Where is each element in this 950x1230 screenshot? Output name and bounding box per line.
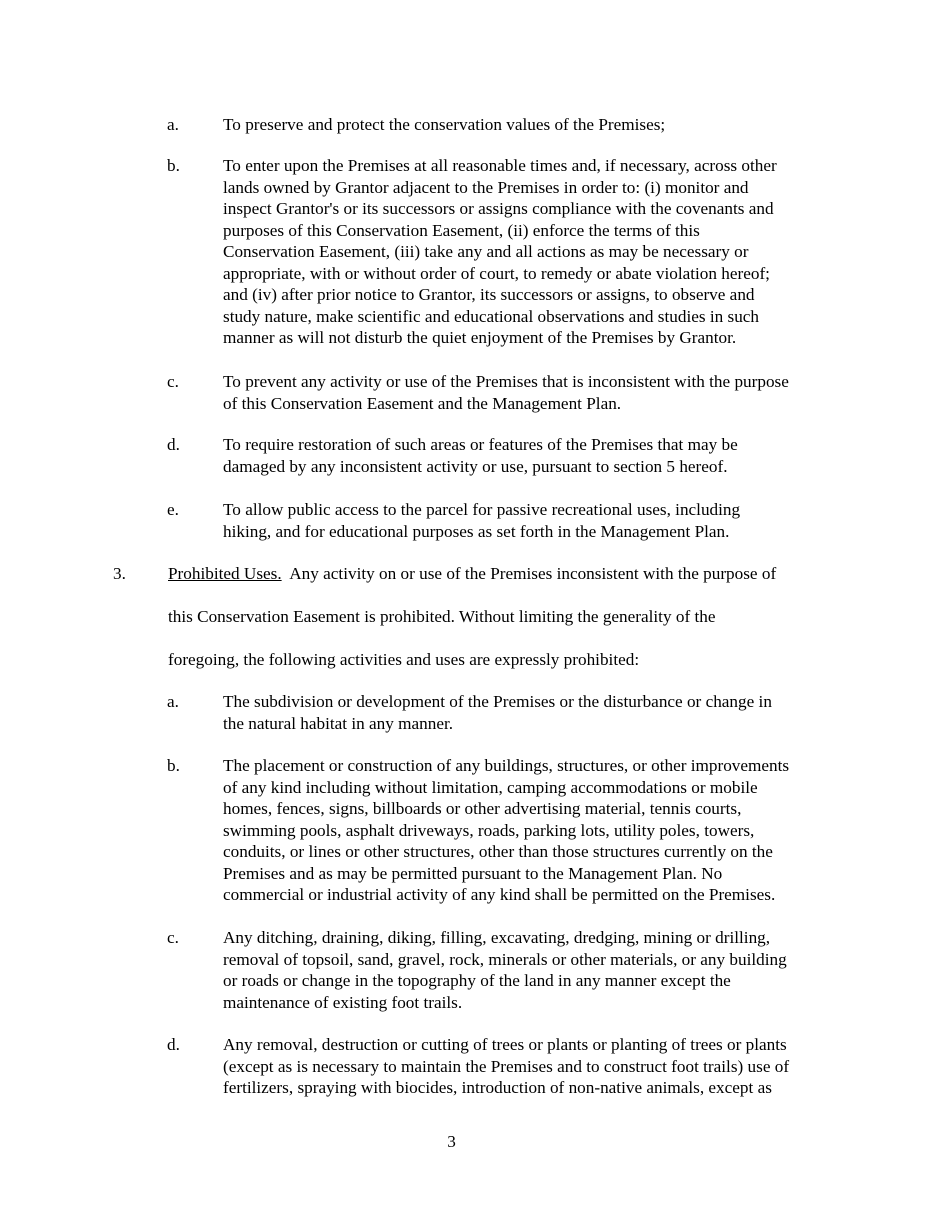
section-number: 3. <box>113 564 126 583</box>
item-label: e. <box>167 500 179 519</box>
item-label: b. <box>167 756 180 775</box>
item-text: To prevent any activity or use of the Premises that is inconsistent with the purpose of this Conservation Easement and the Management Plan. <box>223 372 789 413</box>
item-text: To enter upon the Premises at all reasonable times and, if necessary, across other lands owned by Grantor adjacent to the Premises in order to: (i) monitor and inspect Grantor's or its successors or assigns compliance with the covenants and purposes of this Conservation Easement, (ii) enforce the terms of this Conservation Easement, (iii) take any and all actions as may be necessary or appropriate, with or without order of court, to remedy or abate violation hereof; and (iv) after prior notice to Grantor, its successors or assigns, to observe and study nature, make scientific and educational observations and studies in such manner as will not disturb the quiet enjoyment of the Premises by Grantor. <box>223 156 777 347</box>
item-text: Any removal, destruction or cutting of trees or plants or planting of trees or plants (except as is necessary to maintain the Premises and to construct foot trails) use of fertilizers, spraying with biocides, introduction of non-native animals, except as <box>223 1035 790 1097</box>
page-number: 3 <box>447 1132 456 1151</box>
item-label: c. <box>167 372 179 391</box>
section-3-line-3: foregoing, the following activities and uses are expressly prohibited: <box>168 650 640 669</box>
item-label: a. <box>167 115 179 134</box>
item-text: To allow public access to the parcel for passive recreational uses, including hiking, and for educational purposes as set forth in the Management Plan. <box>223 500 741 541</box>
section-heading: Prohibited Uses. <box>168 564 282 583</box>
item-label: b. <box>167 156 180 175</box>
section-3-intro <box>113 563 853 683</box>
item-text: To preserve and protect the conservation values of the Premises; <box>223 115 666 134</box>
item-label: a. <box>167 692 179 711</box>
section-3-line-2: this Conservation Easement is prohibited. Without limiting the generality of the <box>168 607 716 626</box>
item-text: Any ditching, draining, diking, filling, excavating, dredging, mining or drilling, removal of topsoil, sand, gravel, rock, minerals or other materials, or any building or roads or change in the topography of the land in any manner except the maintenance of existing foot trails. <box>223 928 787 1012</box>
item-label: d. <box>167 435 180 454</box>
item-text: To require restoration of such areas or features of the Premises that may be damaged by any inconsistent activity or use, pursuant to section 5 hereof. <box>223 435 738 476</box>
section-3-line-1: Prohibited Uses. Any activity on or use of the Premises inconsistent with the purpose of <box>168 564 777 583</box>
item-text: The placement or construction of any buildings, structures, or other improvements of any kind including without limitation, camping accommodations or mobile homes, fences, signs, billboards or other advertising material, tennis courts, swimming pools, asphalt driveways, roads, parking lots, utility poles, towers, conduits, or lines or other structures, other than those structures currently on the Premises and as may be permitted pursuant to the Management Plan. No commercial or industrial activity of any kind shall be permitted on the Premises. <box>223 756 790 904</box>
item-text: The subdivision or development of the Premises or the disturbance or change in the natural habitat in any manner. <box>223 692 772 733</box>
item-label: c. <box>167 928 179 947</box>
item-label: d. <box>167 1035 180 1054</box>
